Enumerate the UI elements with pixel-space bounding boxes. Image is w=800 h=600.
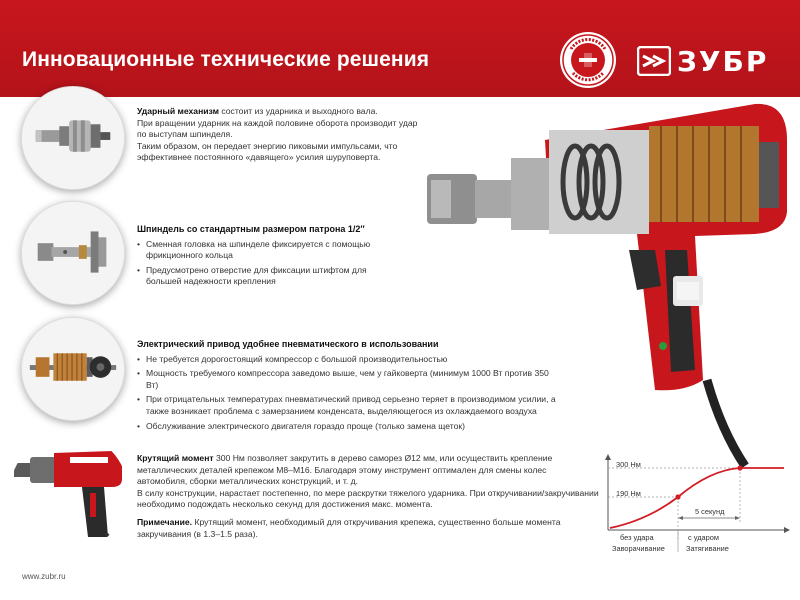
- torque-text2: В силу конструкции, нарастает постепенно, по мере раскрутки тяжелого ударника. При откручивании/закручивании необходимо подождать несколько секунд для достижения макс. момента.: [137, 487, 599, 510]
- impact-wrench-cutaway-image: [425, 100, 800, 480]
- note-title: Примечание.: [137, 516, 193, 527]
- y-label-190: 190 Нм: [616, 489, 641, 498]
- best-brand-seal-icon: [559, 31, 617, 89]
- interval-label: 5 секунд: [695, 507, 725, 516]
- motor-armature-image: [21, 317, 125, 421]
- logo-text: ЗУБР: [677, 44, 769, 78]
- torque-text1: 300 Нм позволяет закрутить в дерево саморез Ø12 мм, или осуществить крепление металлических деталей крепежом М8–М16. Благодаря этому инструмент оптимален для смены колес автомобиля, сборки металлических конструкций, и т. д.: [137, 453, 553, 487]
- x-group-bottom-label: Заворачивание: [612, 544, 665, 553]
- impact-text1: состоит из ударника и выходного вала.: [221, 106, 378, 116]
- drive-bullet: • Не требуется дорогостоящий компрессор с большой производительностью: [137, 354, 557, 366]
- impact-text2: При вращении ударник на каждой половине оборота производит удар по выступам шпинделя.: [137, 117, 418, 140]
- spindle-title: Шпиндель со стандартным размером патрона 1/2″: [137, 224, 365, 234]
- x-group-top-label: без удара: [620, 533, 654, 542]
- drive-bullet: • Обслуживание электрического двигателя гораздо проще (только замена щеток): [137, 421, 557, 433]
- impact-mechanism-image: [21, 86, 125, 190]
- impact-mechanism-block: [137, 106, 422, 164]
- drive-bullet: • При отрицательных температурах пневматический привод серьезно теряет в производимом усилии, а также возникает проблема с замерзанием конденсата, выделяющегося из охлаждаемого воздуха: [137, 394, 557, 417]
- impact-title: Ударный механизм: [137, 106, 219, 116]
- zubr-logo: [637, 45, 768, 77]
- page-title: Инновационные технические решения: [22, 48, 430, 71]
- x-group-bottom-label: Затягивание: [686, 544, 729, 553]
- interval-arrow-right-icon: [735, 516, 740, 520]
- spindle-image: [21, 201, 125, 305]
- torque-point-190: [675, 494, 680, 499]
- note-text: Крутящий момент, необходимый для откручивания крепежа, существенно больше момента закручивания (в 1.3–1.5 раза).: [137, 516, 561, 539]
- torque-title: Крутящий момент: [137, 453, 214, 463]
- drive-bullet: • Мощность требуемого компрессора заведомо выше, чем у гайковерта (минимум 1000 Вт против 350 Вт): [137, 368, 557, 391]
- x-group-top-label: с ударом: [688, 533, 719, 542]
- x-axis-arrow-icon: [784, 527, 790, 533]
- drive-title: Электрический привод удобнее пневматического в использовании: [137, 339, 439, 349]
- spindle-block: [137, 224, 387, 288]
- impact-text3: Таким образом, он передает энергию пиковыми импульсами, что эффективнее постоянного «давящего» усилия шуруповерта.: [137, 140, 398, 163]
- impact-wrench-photo: [10, 433, 128, 551]
- torque-graph: [598, 452, 793, 564]
- interval-arrow-left-icon: [678, 516, 683, 520]
- zubr-logo-icon: [637, 46, 671, 76]
- y-label-300: 300 Нм: [616, 460, 641, 469]
- torque-curve: [610, 468, 784, 528]
- y-axis-arrow-icon: [605, 454, 611, 460]
- spindle-bullet: • Предусмотрено отверстие для фиксации штифтом для большей надежности крепления: [137, 265, 387, 288]
- spindle-bullet: • Сменная головка на шпинделе фиксируется с помощью фрикционного кольца: [137, 239, 387, 262]
- header-banner: [0, 0, 800, 97]
- torque-point-300: [737, 465, 742, 470]
- footer-url[interactable]: www.zubr.ru: [22, 572, 66, 581]
